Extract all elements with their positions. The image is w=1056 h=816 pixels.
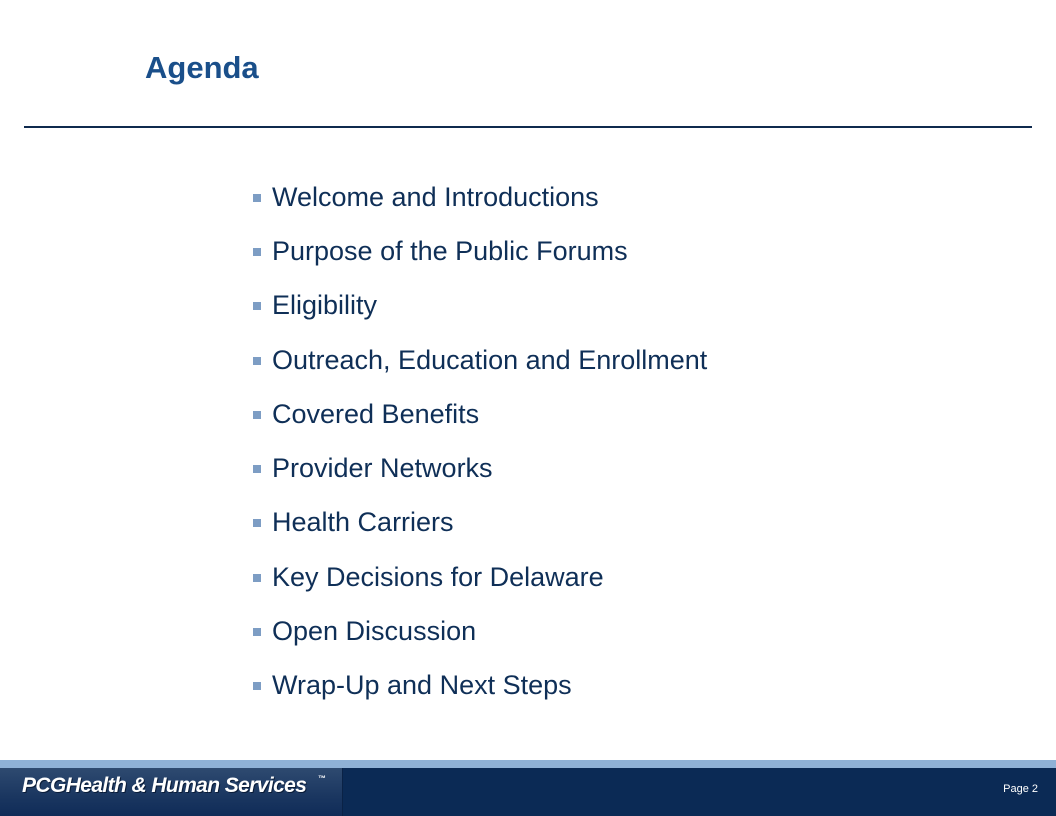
square-bullet-icon bbox=[253, 682, 261, 690]
agenda-item bbox=[253, 604, 707, 658]
agenda-item bbox=[253, 659, 707, 713]
agenda-item bbox=[253, 441, 707, 495]
agenda-item-label: Eligibility bbox=[272, 290, 378, 321]
agenda-item bbox=[253, 224, 707, 278]
agenda-item-label: Health Carriers bbox=[272, 507, 454, 538]
slide-title: Agenda bbox=[145, 50, 259, 85]
page-number: Page 2 bbox=[1003, 783, 1038, 795]
square-bullet-icon bbox=[253, 302, 261, 310]
square-bullet-icon bbox=[253, 628, 261, 636]
logo-wordmark: PCGHealth & Human Services bbox=[22, 774, 307, 797]
agenda-list bbox=[253, 170, 707, 713]
square-bullet-icon bbox=[253, 194, 261, 202]
agenda-item-label: Purpose of the Public Forums bbox=[272, 235, 628, 266]
agenda-item-label: Covered Benefits bbox=[272, 398, 480, 429]
trademark-mark: ™ bbox=[318, 774, 326, 783]
title-divider bbox=[24, 126, 1032, 128]
agenda-item-label: Key Decisions for Delaware bbox=[272, 561, 604, 592]
agenda-item bbox=[253, 333, 707, 387]
agenda-item-label: Wrap-Up and Next Steps bbox=[272, 670, 572, 701]
company-logo bbox=[0, 768, 343, 816]
agenda-item-label: Welcome and Introductions bbox=[272, 181, 599, 212]
square-bullet-icon bbox=[253, 465, 261, 473]
agenda-item-label: Outreach, Education and Enrollment bbox=[272, 344, 708, 375]
footer-bar bbox=[0, 768, 1056, 816]
agenda-item-label: Provider Networks bbox=[272, 453, 493, 484]
square-bullet-icon bbox=[253, 411, 261, 419]
agenda-item bbox=[253, 387, 707, 441]
agenda-item bbox=[253, 496, 707, 550]
agenda-item bbox=[253, 170, 707, 224]
footer-accent-stripe bbox=[0, 760, 1056, 768]
square-bullet-icon bbox=[253, 519, 261, 527]
agenda-item-label: Open Discussion bbox=[272, 616, 477, 647]
agenda-item bbox=[253, 279, 707, 333]
square-bullet-icon bbox=[253, 248, 261, 256]
square-bullet-icon bbox=[253, 357, 261, 365]
agenda-item bbox=[253, 550, 707, 604]
square-bullet-icon bbox=[253, 574, 261, 582]
